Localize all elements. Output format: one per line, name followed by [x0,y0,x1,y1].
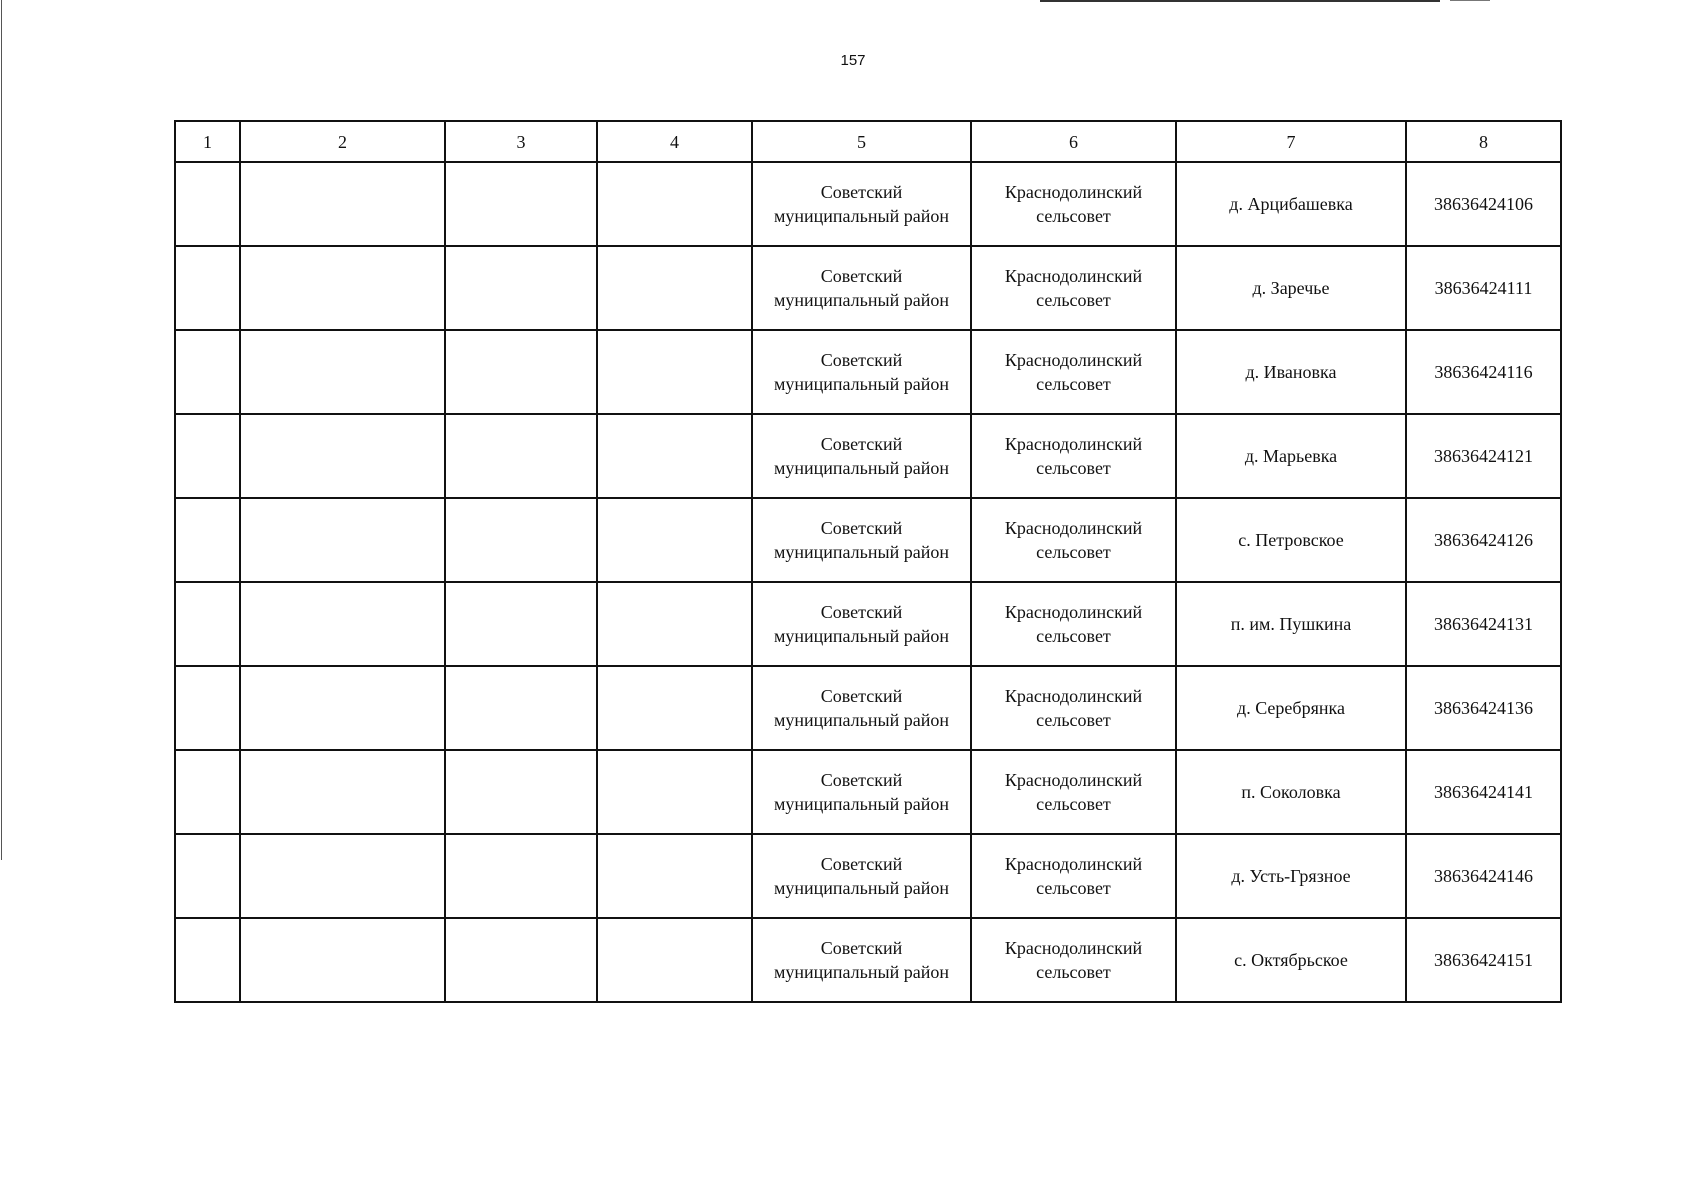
table-row [175,582,1561,666]
cell-col-4 [597,834,752,918]
district-name: Советский [820,518,903,538]
cell-col-1 [175,750,240,834]
column-header-8: 8 [1406,121,1561,162]
cell-col-2 [240,918,445,1002]
cell-col-2 [240,750,445,834]
district-name: Советский [820,350,903,370]
district-type: муниципальный район [773,710,949,730]
table-row [175,162,1561,246]
cell-col-1 [175,246,240,330]
cell-oktmo-code: 38636424106 [1406,162,1561,246]
council-name: Краснодолинский [1004,182,1143,202]
cell-col-2 [240,582,445,666]
district-type: муниципальный район [773,206,949,226]
cell-settlement: д. Арцибашевка [1176,162,1406,246]
council-type: сельсовет [1036,626,1111,646]
cell-district [752,834,971,918]
column-header-3: 3 [445,121,597,162]
council-type: сельсовет [1036,374,1111,394]
cell-oktmo-code: 38636424146 [1406,834,1561,918]
cell-oktmo-code: 38636424151 [1406,918,1561,1002]
cell-col-2 [240,246,445,330]
cell-district [752,582,971,666]
cell-col-3 [445,834,597,918]
cell-oktmo-code: 38636424111 [1406,246,1561,330]
council-type: сельсовет [1036,458,1111,478]
cell-col-4 [597,666,752,750]
cell-col-3 [445,750,597,834]
column-header-4: 4 [597,121,752,162]
district-type: муниципальный район [773,290,949,310]
table-row [175,918,1561,1002]
cell-settlement: д. Серебрянка [1176,666,1406,750]
scan-edge-left [1,0,2,860]
cell-col-3 [445,666,597,750]
cell-council [971,918,1176,1002]
table-row [175,330,1561,414]
district-name: Советский [820,854,903,874]
table-header-row [175,121,1561,162]
cell-district [752,330,971,414]
district-type: муниципальный район [773,794,949,814]
cell-col-1 [175,582,240,666]
district-name: Советский [820,434,903,454]
council-type: сельсовет [1036,878,1111,898]
cell-col-2 [240,330,445,414]
column-header-6: 6 [971,121,1176,162]
cell-settlement: д. Марьевка [1176,414,1406,498]
cell-district [752,918,971,1002]
council-name: Краснодолинский [1004,686,1143,706]
cell-col-3 [445,414,597,498]
cell-settlement: с. Октябрьское [1176,918,1406,1002]
cell-council [971,330,1176,414]
cell-settlement: п. Соколовка [1176,750,1406,834]
column-header-2: 2 [240,121,445,162]
district-type: муниципальный район [773,626,949,646]
table-row [175,834,1561,918]
column-header-7: 7 [1176,121,1406,162]
cell-settlement: д. Усть-Грязное [1176,834,1406,918]
cell-district [752,162,971,246]
cell-col-1 [175,330,240,414]
cell-oktmo-code: 38636424136 [1406,666,1561,750]
cell-oktmo-code: 38636424116 [1406,330,1561,414]
cell-col-4 [597,582,752,666]
cell-council [971,666,1176,750]
district-name: Советский [820,266,903,286]
council-name: Краснодолинский [1004,518,1143,538]
cell-col-1 [175,918,240,1002]
cell-council [971,834,1176,918]
cell-col-1 [175,414,240,498]
council-name: Краснодолинский [1004,854,1143,874]
cell-col-4 [597,330,752,414]
table-row [175,666,1561,750]
cell-council [971,498,1176,582]
district-name: Советский [820,770,903,790]
council-name: Краснодолинский [1004,350,1143,370]
council-type: сельсовет [1036,206,1111,226]
column-header-5: 5 [752,121,971,162]
district-type: муниципальный район [773,374,949,394]
cell-col-4 [597,498,752,582]
cell-district [752,666,971,750]
district-type: муниципальный район [773,962,949,982]
cell-col-2 [240,666,445,750]
cell-settlement: с. Петровское [1176,498,1406,582]
district-name: Советский [820,182,903,202]
district-name: Советский [820,686,903,706]
cell-col-4 [597,918,752,1002]
cell-col-2 [240,414,445,498]
cell-col-4 [597,162,752,246]
settlements-table [174,120,1562,1003]
cell-council [971,414,1176,498]
council-type: сельсовет [1036,542,1111,562]
cell-district [752,498,971,582]
council-name: Краснодолинский [1004,602,1143,622]
cell-col-3 [445,498,597,582]
cell-oktmo-code: 38636424121 [1406,414,1561,498]
cell-oktmo-code: 38636424126 [1406,498,1561,582]
district-type: муниципальный район [773,542,949,562]
cell-col-3 [445,918,597,1002]
cell-col-4 [597,750,752,834]
council-name: Краснодолинский [1004,770,1143,790]
table-row [175,414,1561,498]
table-row [175,498,1561,582]
cell-council [971,582,1176,666]
cell-col-3 [445,330,597,414]
cell-col-2 [240,834,445,918]
cell-settlement: п. им. Пушкина [1176,582,1406,666]
cell-council [971,750,1176,834]
cell-col-4 [597,414,752,498]
council-name: Краснодолинский [1004,938,1143,958]
district-type: муниципальный район [773,458,949,478]
cell-col-3 [445,246,597,330]
cell-settlement: д. Заречье [1176,246,1406,330]
cell-col-1 [175,834,240,918]
column-header-1: 1 [175,121,240,162]
council-type: сельсовет [1036,962,1111,982]
council-type: сельсовет [1036,290,1111,310]
council-name: Краснодолинский [1004,434,1143,454]
cell-oktmo-code: 38636424141 [1406,750,1561,834]
district-type: муниципальный район [773,878,949,898]
district-name: Советский [820,938,903,958]
table-row [175,246,1561,330]
cell-council [971,162,1176,246]
cell-district [752,414,971,498]
scan-edge-top [1040,0,1440,2]
council-type: сельсовет [1036,794,1111,814]
cell-col-2 [240,162,445,246]
cell-col-1 [175,666,240,750]
cell-col-4 [597,246,752,330]
cell-district [752,750,971,834]
cell-col-1 [175,162,240,246]
council-name: Краснодолинский [1004,266,1143,286]
page-number: 157 [840,52,866,69]
table-row [175,750,1561,834]
cell-col-1 [175,498,240,582]
cell-oktmo-code: 38636424131 [1406,582,1561,666]
cell-council [971,246,1176,330]
district-name: Советский [820,602,903,622]
scan-edge-top-mark [1450,0,1490,1]
cell-col-2 [240,498,445,582]
council-type: сельсовет [1036,710,1111,730]
cell-district [752,246,971,330]
cell-settlement: д. Ивановка [1176,330,1406,414]
cell-col-3 [445,162,597,246]
cell-col-3 [445,582,597,666]
table-body [175,162,1561,1002]
